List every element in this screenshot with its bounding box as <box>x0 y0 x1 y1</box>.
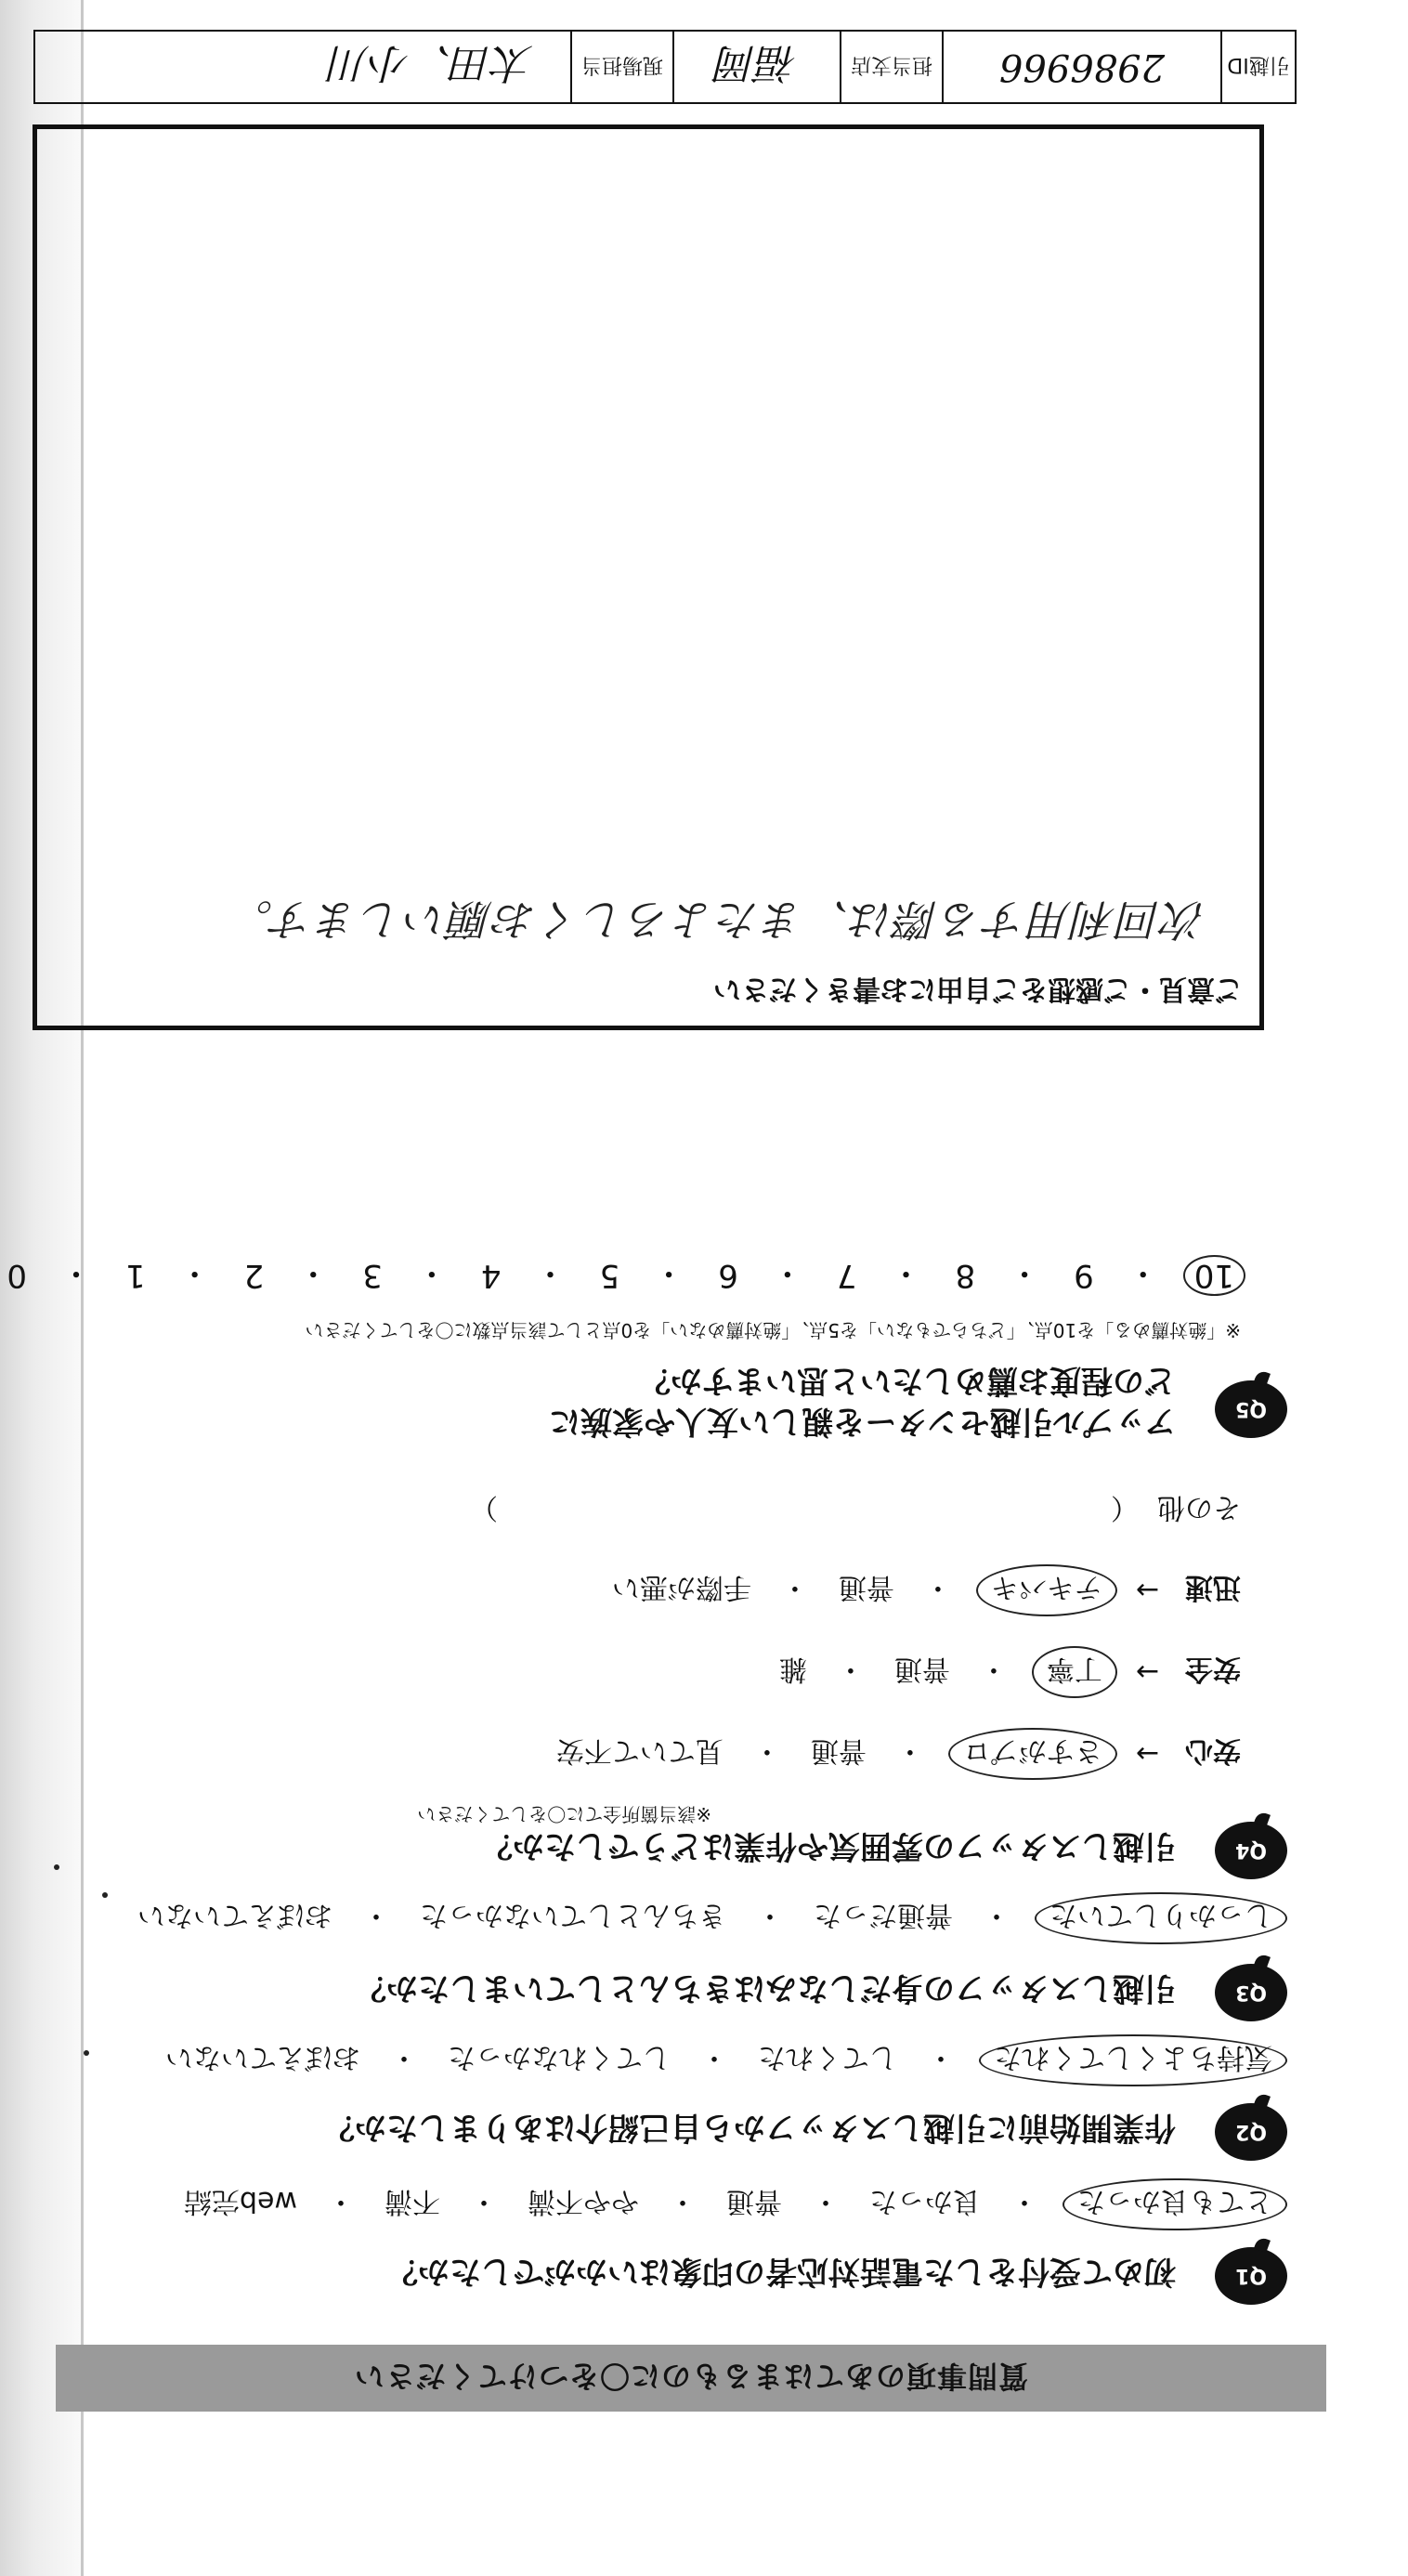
q4-text: 引越しスタッフの雰囲気や作業はどうでしたか？ <box>481 1827 1176 1864</box>
q5-score-8[interactable]: 8 <box>955 1257 976 1295</box>
q5-note: ※「絶対薦める」を10点、「どちらでもない」を5点、「絶対薦めない」を0点として該当点数に〇をしてください <box>305 1319 1241 1341</box>
q4-other-row: その他 （ ） <box>470 1490 1241 1531</box>
staff-info-table <box>33 30 1297 104</box>
q3-option-4[interactable]: おぼえていない <box>137 1899 332 1931</box>
q5-scale: 10 ・ 9 ・ 8 ・ 7 ・ 6 ・ 5 ・ 4 ・ 3 ・ 2 ・ 1 ・ 0 <box>0 1253 1245 1299</box>
q4-jinsoku-option-2[interactable]: 普通 <box>838 1571 894 1603</box>
handwritten-comment: 次回利用する際は、またよろしくお願いします。 <box>228 895 1206 945</box>
q4-anshin-option-3[interactable]: 見ていて不安 <box>555 1734 724 1767</box>
q3-badge: Q3 <box>1215 1964 1287 2021</box>
q1-option-6[interactable]: web完結 <box>183 2185 297 2217</box>
q4-row-label: 安全 <box>1185 1653 1241 1685</box>
q2-option-3[interactable]: してくれなかった <box>448 2041 671 2073</box>
q5-score-4[interactable]: 4 <box>480 1257 502 1295</box>
q3-text: 引越しスタッフの身だしなみはきちんとしていましたか？ <box>355 1969 1176 2007</box>
q4-anshin-option-1[interactable]: さすがプロ <box>948 1728 1117 1780</box>
move-id-label: 引越ID <box>1220 32 1295 102</box>
q4-anzen-option-3[interactable]: 雑 <box>778 1653 807 1685</box>
q2-options: 気持ちよくしてくれた ・ してくれた ・ してくれなかった ・ おぼえていない <box>160 2034 1287 2086</box>
staff-label: 現場担当 <box>570 32 672 102</box>
q5-score-0[interactable]: 0 <box>7 1257 27 1295</box>
q4-anshin-option-2[interactable]: 普通 <box>810 1734 867 1767</box>
q1-options: とても良かった ・ 良かった ・ 普通 ・ やや不満 ・ 不満 ・ web完結 <box>178 2178 1287 2230</box>
q4-note: ※該当箇所全てに〇をしてください <box>417 1803 711 1825</box>
scan-speck <box>54 1864 59 1870</box>
move-id-value: 2986966 <box>942 32 1220 102</box>
q3-options: しっかりしていた ・ 普通だった ・ きちんとしていなかった ・ おぼえていない <box>132 1892 1287 1944</box>
staff-value: 太田、小川 <box>329 39 533 86</box>
q4-row-anshin: 安心 → さすがプロ ・ 普通 ・ 見ていて不安 <box>551 1728 1241 1780</box>
q5-score-3[interactable]: 3 <box>362 1257 383 1295</box>
branch-label: 担当支店 <box>840 32 942 102</box>
q5-score-6[interactable]: 6 <box>718 1257 738 1295</box>
q4-anzen-option-1[interactable]: 丁寧 <box>1032 1646 1117 1698</box>
q4-row-label: 迅速 <box>1185 1571 1241 1603</box>
q4-jinsoku-option-3[interactable]: 手際が悪い <box>611 1571 751 1603</box>
scan-speck <box>102 1892 108 1898</box>
q5-score-10[interactable]: 10 <box>1183 1256 1245 1297</box>
q4-row-label: 安心 <box>1185 1734 1241 1767</box>
q3-option-3[interactable]: きちんとしていなかった <box>420 1899 726 1931</box>
q1-option-3[interactable]: 普通 <box>726 2185 782 2217</box>
q1-badge: Q1 <box>1215 2247 1287 2305</box>
q5-score-5[interactable]: 5 <box>599 1257 620 1295</box>
q1-option-5[interactable]: 不満 <box>385 2185 440 2217</box>
q2-option-1[interactable]: 気持ちよくしてくれた <box>979 2034 1287 2086</box>
q1-option-1[interactable]: とても良かった <box>1063 2178 1287 2230</box>
q4-row-jinsoku: 迅速 → テキパキ ・ 普通 ・ 手際が悪い <box>606 1564 1241 1616</box>
q5-text-line2: どの程度お薦めしたいと思いますか？ <box>639 1362 1176 1399</box>
q3-option-1[interactable]: しっかりしていた <box>1035 1892 1287 1944</box>
q5-score-7[interactable]: 7 <box>836 1257 857 1295</box>
q2-option-4[interactable]: おぼえていない <box>165 2041 360 2073</box>
q4-other-label: その他 <box>1157 1491 1241 1523</box>
q2-option-2[interactable]: してくれた <box>758 2041 897 2073</box>
q4-jinsoku-option-1[interactable]: テキパキ <box>976 1564 1117 1616</box>
q2-badge: Q2 <box>1215 2103 1287 2161</box>
q5-text-line1: アップル引越センターを親しい友人や家族に <box>549 1403 1176 1440</box>
q5-score-9[interactable]: 9 <box>1074 1257 1094 1295</box>
instruction-banner: 質問事項のあてはまるものに〇をつけてください <box>56 2345 1326 2412</box>
comment-label: ご意見・ご感想をご自由にお書きください <box>713 973 1243 1005</box>
comment-box[interactable] <box>33 124 1264 1030</box>
q5-badge: Q5 <box>1215 1380 1287 1438</box>
scan-speck <box>84 2050 89 2056</box>
q4-row-anzen: 安全 → 丁寧 ・ 普通 ・ 雑 <box>774 1646 1241 1698</box>
q5-score-2[interactable]: 2 <box>243 1257 265 1295</box>
q1-text: 初めて受付をした電話対応者の印象はいかがでしたか？ <box>386 2253 1176 2290</box>
q4-anzen-option-2[interactable]: 普通 <box>893 1653 950 1685</box>
q5-score-1[interactable]: 1 <box>124 1257 146 1295</box>
q3-option-2[interactable]: 普通だった <box>814 1899 953 1931</box>
q1-option-4[interactable]: やや不満 <box>528 2185 639 2217</box>
q4-badge: Q4 <box>1215 1822 1287 1879</box>
q2-text: 作業開始前に引越しスタッフから自己紹介はありましたか？ <box>323 2109 1176 2146</box>
q1-option-2[interactable]: 良かった <box>869 2185 981 2217</box>
branch-value: 福岡 <box>672 32 840 102</box>
